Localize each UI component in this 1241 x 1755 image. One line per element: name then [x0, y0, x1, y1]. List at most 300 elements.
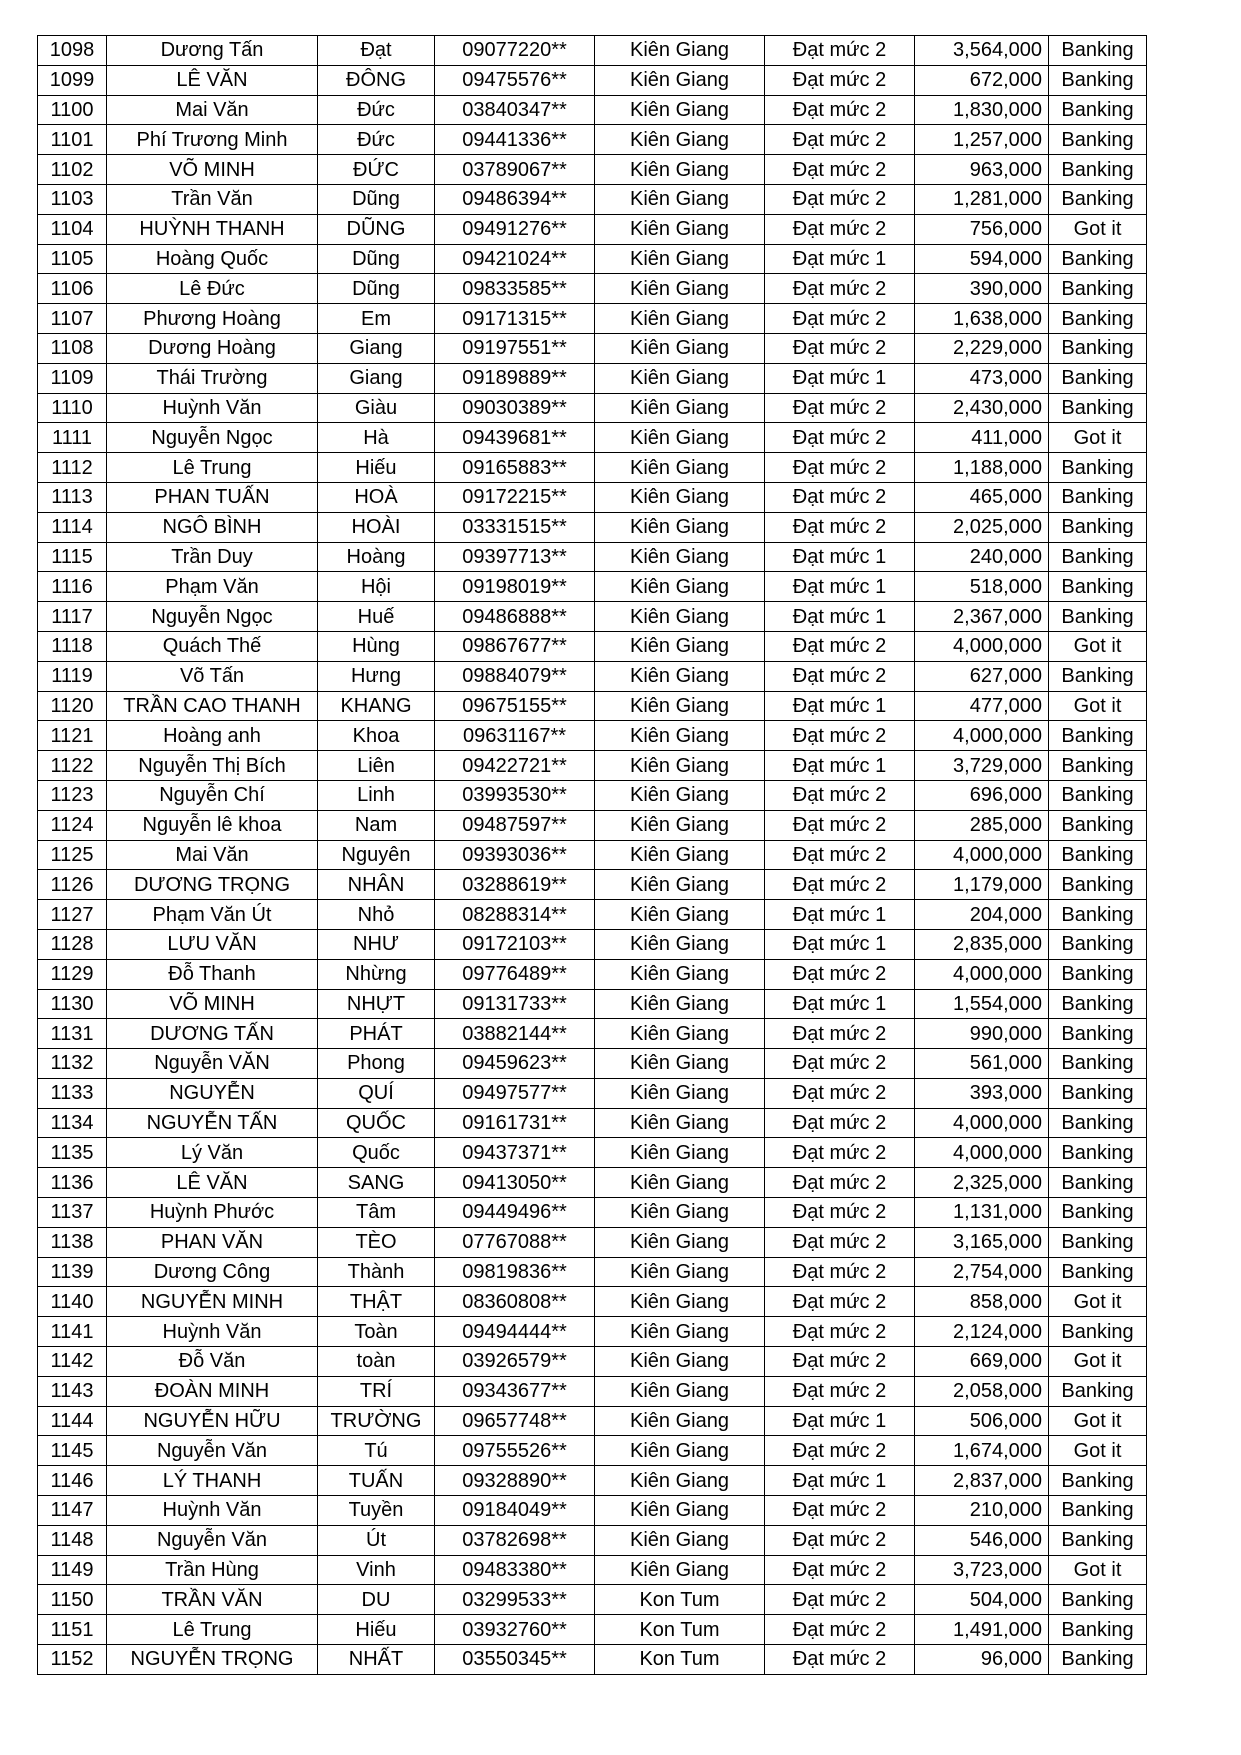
table-row: [38, 244, 1147, 274]
province-cell: Kiên Giang: [595, 1019, 765, 1049]
province-cell: Kiên Giang: [595, 989, 765, 1019]
first-name-cell: HOÀI: [318, 512, 435, 542]
level-cell: Đạt mức 2: [765, 1615, 915, 1645]
province-cell: Kiên Giang: [595, 1287, 765, 1317]
first-name-cell: Em: [318, 304, 435, 334]
province-cell: Kiên Giang: [595, 1168, 765, 1198]
table-row: [38, 691, 1147, 721]
level-cell: Đạt mức 2: [765, 631, 915, 661]
phone-cell: 03926579**: [435, 1347, 595, 1377]
table-row: [38, 1227, 1147, 1257]
amount-cell: 672,000: [915, 65, 1049, 95]
table-row: [38, 631, 1147, 661]
level-cell: Đạt mức 2: [765, 1168, 915, 1198]
method-cell: Banking: [1049, 1525, 1147, 1555]
table-row: [38, 810, 1147, 840]
province-cell: Kiên Giang: [595, 1257, 765, 1287]
phone-cell: 09437371**: [435, 1138, 595, 1168]
method-cell: Banking: [1049, 721, 1147, 751]
amount-cell: 4,000,000: [915, 631, 1049, 661]
level-cell: Đạt mức 2: [765, 1287, 915, 1317]
province-cell: Kiên Giang: [595, 453, 765, 483]
row-number-cell: 1104: [38, 214, 107, 244]
method-cell: Banking: [1049, 1317, 1147, 1347]
table-row: [38, 1347, 1147, 1377]
province-cell: Kiên Giang: [595, 304, 765, 334]
first-name-cell: Thành: [318, 1257, 435, 1287]
last-name-cell: Huỳnh Phước: [107, 1198, 318, 1228]
last-name-cell: ĐOÀN MINH: [107, 1376, 318, 1406]
phone-cell: 09328890**: [435, 1466, 595, 1496]
amount-cell: 1,131,000: [915, 1198, 1049, 1228]
amount-cell: 96,000: [915, 1645, 1049, 1675]
last-name-cell: Lê Trung: [107, 453, 318, 483]
amount-cell: 4,000,000: [915, 721, 1049, 751]
method-cell: Got it: [1049, 631, 1147, 661]
row-number-cell: 1138: [38, 1227, 107, 1257]
row-number-cell: 1137: [38, 1198, 107, 1228]
phone-cell: 03331515**: [435, 512, 595, 542]
level-cell: Đạt mức 2: [765, 1347, 915, 1377]
method-cell: Banking: [1049, 1198, 1147, 1228]
amount-cell: 1,257,000: [915, 125, 1049, 155]
phone-cell: 09497577**: [435, 1078, 595, 1108]
amount-cell: 1,491,000: [915, 1615, 1049, 1645]
level-cell: Đạt mức 2: [765, 870, 915, 900]
first-name-cell: Hiếu: [318, 1615, 435, 1645]
last-name-cell: NGUYỄN TẤN: [107, 1108, 318, 1138]
first-name-cell: NHẤT: [318, 1645, 435, 1675]
phone-cell: 09172103**: [435, 929, 595, 959]
table-row: [38, 65, 1147, 95]
amount-cell: 4,000,000: [915, 959, 1049, 989]
phone-cell: 03782698**: [435, 1525, 595, 1555]
amount-cell: 518,000: [915, 572, 1049, 602]
last-name-cell: Nguyễn Thị Bích: [107, 751, 318, 781]
method-cell: Got it: [1049, 1436, 1147, 1466]
province-cell: Kon Tum: [595, 1645, 765, 1675]
method-cell: Banking: [1049, 1078, 1147, 1108]
method-cell: Banking: [1049, 1645, 1147, 1675]
first-name-cell: HOÀ: [318, 482, 435, 512]
last-name-cell: TRẦN VĂN: [107, 1585, 318, 1615]
amount-cell: 1,638,000: [915, 304, 1049, 334]
province-cell: Kiên Giang: [595, 1436, 765, 1466]
row-number-cell: 1151: [38, 1615, 107, 1645]
last-name-cell: NGUYỄN: [107, 1078, 318, 1108]
first-name-cell: Giàu: [318, 393, 435, 423]
amount-cell: 285,000: [915, 810, 1049, 840]
amount-cell: 390,000: [915, 274, 1049, 304]
table-row: [38, 1019, 1147, 1049]
row-number-cell: 1109: [38, 363, 107, 393]
level-cell: Đạt mức 2: [765, 184, 915, 214]
method-cell: Banking: [1049, 542, 1147, 572]
first-name-cell: Phong: [318, 1049, 435, 1079]
amount-cell: 477,000: [915, 691, 1049, 721]
first-name-cell: Linh: [318, 780, 435, 810]
province-cell: Kiên Giang: [595, 125, 765, 155]
last-name-cell: Nguyễn Văn: [107, 1525, 318, 1555]
province-cell: Kiên Giang: [595, 1049, 765, 1079]
level-cell: Đạt mức 2: [765, 840, 915, 870]
last-name-cell: NGÔ BÌNH: [107, 512, 318, 542]
first-name-cell: Đạt: [318, 36, 435, 66]
province-cell: Kiên Giang: [595, 36, 765, 66]
phone-cell: 09030389**: [435, 393, 595, 423]
level-cell: Đạt mức 2: [765, 1317, 915, 1347]
level-cell: Đạt mức 2: [765, 1049, 915, 1079]
level-cell: Đạt mức 2: [765, 453, 915, 483]
row-number-cell: 1121: [38, 721, 107, 751]
table-row: [38, 1317, 1147, 1347]
amount-cell: 1,830,000: [915, 95, 1049, 125]
last-name-cell: Mai Văn: [107, 95, 318, 125]
level-cell: Đạt mức 2: [765, 1585, 915, 1615]
amount-cell: 1,188,000: [915, 453, 1049, 483]
method-cell: Banking: [1049, 393, 1147, 423]
first-name-cell: Tú: [318, 1436, 435, 1466]
method-cell: Banking: [1049, 184, 1147, 214]
province-cell: Kiên Giang: [595, 691, 765, 721]
first-name-cell: ĐỨC: [318, 155, 435, 185]
last-name-cell: Trần Hùng: [107, 1555, 318, 1585]
phone-cell: 09422721**: [435, 751, 595, 781]
phone-cell: 08360808**: [435, 1287, 595, 1317]
table-row: [38, 661, 1147, 691]
row-number-cell: 1106: [38, 274, 107, 304]
amount-cell: 506,000: [915, 1406, 1049, 1436]
amount-cell: 594,000: [915, 244, 1049, 274]
row-number-cell: 1147: [38, 1496, 107, 1526]
amount-cell: 504,000: [915, 1585, 1049, 1615]
first-name-cell: DŨNG: [318, 214, 435, 244]
method-cell: Banking: [1049, 1496, 1147, 1526]
method-cell: Got it: [1049, 423, 1147, 453]
amount-cell: 393,000: [915, 1078, 1049, 1108]
first-name-cell: Nam: [318, 810, 435, 840]
amount-cell: 2,430,000: [915, 393, 1049, 423]
row-number-cell: 1112: [38, 453, 107, 483]
phone-cell: 09755526**: [435, 1436, 595, 1466]
province-cell: Kiên Giang: [595, 363, 765, 393]
province-cell: Kon Tum: [595, 1615, 765, 1645]
province-cell: Kiên Giang: [595, 840, 765, 870]
method-cell: Got it: [1049, 1347, 1147, 1377]
amount-cell: 4,000,000: [915, 1108, 1049, 1138]
row-number-cell: 1122: [38, 751, 107, 781]
table-row: [38, 393, 1147, 423]
phone-cell: 03299533**: [435, 1585, 595, 1615]
level-cell: Đạt mức 2: [765, 1525, 915, 1555]
first-name-cell: Nhừng: [318, 959, 435, 989]
method-cell: Banking: [1049, 870, 1147, 900]
amount-cell: 2,754,000: [915, 1257, 1049, 1287]
table-row: [38, 1138, 1147, 1168]
last-name-cell: Thái Trường: [107, 363, 318, 393]
phone-cell: 09165883**: [435, 453, 595, 483]
province-cell: Kiên Giang: [595, 1525, 765, 1555]
row-number-cell: 1114: [38, 512, 107, 542]
province-cell: Kiên Giang: [595, 751, 765, 781]
level-cell: Đạt mức 2: [765, 721, 915, 751]
province-cell: Kiên Giang: [595, 1078, 765, 1108]
level-cell: Đạt mức 2: [765, 959, 915, 989]
level-cell: Đạt mức 2: [765, 1138, 915, 1168]
level-cell: Đạt mức 1: [765, 989, 915, 1019]
province-cell: Kiên Giang: [595, 721, 765, 751]
amount-cell: 561,000: [915, 1049, 1049, 1079]
method-cell: Banking: [1049, 482, 1147, 512]
level-cell: Đạt mức 1: [765, 363, 915, 393]
method-cell: Banking: [1049, 65, 1147, 95]
table-row: [38, 95, 1147, 125]
method-cell: Got it: [1049, 1287, 1147, 1317]
row-number-cell: 1116: [38, 572, 107, 602]
amount-cell: 1,554,000: [915, 989, 1049, 1019]
last-name-cell: Hoàng Quốc: [107, 244, 318, 274]
last-name-cell: Nguyễn Ngọc: [107, 602, 318, 632]
first-name-cell: Giang: [318, 363, 435, 393]
level-cell: Đạt mức 1: [765, 1466, 915, 1496]
phone-cell: 09475576**: [435, 65, 595, 95]
method-cell: Banking: [1049, 363, 1147, 393]
amount-cell: 465,000: [915, 482, 1049, 512]
method-cell: Banking: [1049, 453, 1147, 483]
phone-cell: 09631167**: [435, 721, 595, 751]
table-row: [38, 1525, 1147, 1555]
amount-cell: 2,058,000: [915, 1376, 1049, 1406]
first-name-cell: Toàn: [318, 1317, 435, 1347]
row-number-cell: 1103: [38, 184, 107, 214]
last-name-cell: Lê Đức: [107, 274, 318, 304]
level-cell: Đạt mức 2: [765, 1227, 915, 1257]
phone-cell: 09449496**: [435, 1198, 595, 1228]
table-row: [38, 304, 1147, 334]
last-name-cell: Trần Văn: [107, 184, 318, 214]
level-cell: Đạt mức 2: [765, 1019, 915, 1049]
table-row: [38, 1078, 1147, 1108]
province-cell: Kiên Giang: [595, 631, 765, 661]
level-cell: Đạt mức 2: [765, 65, 915, 95]
last-name-cell: Lê Trung: [107, 1615, 318, 1645]
amount-cell: 858,000: [915, 1287, 1049, 1317]
last-name-cell: Dương Tấn: [107, 36, 318, 66]
table-row: [38, 184, 1147, 214]
province-cell: Kiên Giang: [595, 1376, 765, 1406]
level-cell: Đạt mức 1: [765, 900, 915, 930]
method-cell: Banking: [1049, 36, 1147, 66]
amount-cell: 3,729,000: [915, 751, 1049, 781]
amount-cell: 2,025,000: [915, 512, 1049, 542]
last-name-cell: LƯU VĂN: [107, 929, 318, 959]
method-cell: Got it: [1049, 691, 1147, 721]
last-name-cell: Nguyễn lê khoa: [107, 810, 318, 840]
first-name-cell: TÈO: [318, 1227, 435, 1257]
province-cell: Kiên Giang: [595, 929, 765, 959]
table-row: [38, 900, 1147, 930]
table-row: [38, 1645, 1147, 1675]
phone-cell: 09657748**: [435, 1406, 595, 1436]
amount-cell: 1,674,000: [915, 1436, 1049, 1466]
phone-cell: 09776489**: [435, 959, 595, 989]
last-name-cell: HUỲNH THANH: [107, 214, 318, 244]
last-name-cell: Đỗ Văn: [107, 1347, 318, 1377]
first-name-cell: Huế: [318, 602, 435, 632]
row-number-cell: 1099: [38, 65, 107, 95]
method-cell: Banking: [1049, 1227, 1147, 1257]
level-cell: Đạt mức 2: [765, 1555, 915, 1585]
last-name-cell: Mai Văn: [107, 840, 318, 870]
table-row: [38, 274, 1147, 304]
phone-cell: 09131733**: [435, 989, 595, 1019]
phone-cell: 09491276**: [435, 214, 595, 244]
table-row: [38, 721, 1147, 751]
table-row: [38, 333, 1147, 363]
method-cell: Banking: [1049, 1138, 1147, 1168]
province-cell: Kiên Giang: [595, 333, 765, 363]
method-cell: Banking: [1049, 661, 1147, 691]
table-row: [38, 453, 1147, 483]
province-cell: Kiên Giang: [595, 274, 765, 304]
phone-cell: 09393036**: [435, 840, 595, 870]
last-name-cell: Trần Duy: [107, 542, 318, 572]
phone-cell: 03550345**: [435, 1645, 595, 1675]
first-name-cell: Quốc: [318, 1138, 435, 1168]
method-cell: Banking: [1049, 1019, 1147, 1049]
last-name-cell: Lý Văn: [107, 1138, 318, 1168]
method-cell: Banking: [1049, 1049, 1147, 1079]
table-row: [38, 1555, 1147, 1585]
table-row: [38, 989, 1147, 1019]
amount-cell: 2,367,000: [915, 602, 1049, 632]
method-cell: Banking: [1049, 155, 1147, 185]
level-cell: Đạt mức 1: [765, 572, 915, 602]
method-cell: Got it: [1049, 214, 1147, 244]
row-number-cell: 1149: [38, 1555, 107, 1585]
level-cell: Đạt mức 2: [765, 155, 915, 185]
row-number-cell: 1148: [38, 1525, 107, 1555]
province-cell: Kiên Giang: [595, 184, 765, 214]
method-cell: Banking: [1049, 1466, 1147, 1496]
level-cell: Đạt mức 2: [765, 333, 915, 363]
table-row: [38, 155, 1147, 185]
level-cell: Đạt mức 1: [765, 751, 915, 781]
row-number-cell: 1111: [38, 423, 107, 453]
phone-cell: 09486394**: [435, 184, 595, 214]
table-row: [38, 1257, 1147, 1287]
row-number-cell: 1132: [38, 1049, 107, 1079]
row-number-cell: 1123: [38, 780, 107, 810]
last-name-cell: DƯƠNG TRỌNG: [107, 870, 318, 900]
province-cell: Kiên Giang: [595, 244, 765, 274]
method-cell: Banking: [1049, 1108, 1147, 1138]
last-name-cell: PHAN TUẤN: [107, 482, 318, 512]
phone-cell: 09397713**: [435, 542, 595, 572]
row-number-cell: 1110: [38, 393, 107, 423]
table-row: [38, 572, 1147, 602]
method-cell: Banking: [1049, 840, 1147, 870]
table-row: [38, 1198, 1147, 1228]
last-name-cell: Nguyễn Chí: [107, 780, 318, 810]
last-name-cell: Huỳnh Văn: [107, 1496, 318, 1526]
phone-cell: 09494444**: [435, 1317, 595, 1347]
method-cell: Got it: [1049, 1555, 1147, 1585]
table-row: [38, 1049, 1147, 1079]
province-cell: Kiên Giang: [595, 542, 765, 572]
province-cell: Kiên Giang: [595, 482, 765, 512]
phone-cell: 08288314**: [435, 900, 595, 930]
level-cell: Đạt mức 1: [765, 691, 915, 721]
province-cell: Kiên Giang: [595, 423, 765, 453]
row-number-cell: 1152: [38, 1645, 107, 1675]
phone-cell: 03993530**: [435, 780, 595, 810]
first-name-cell: Dũng: [318, 274, 435, 304]
amount-cell: 2,835,000: [915, 929, 1049, 959]
phone-cell: 03288619**: [435, 870, 595, 900]
last-name-cell: VÕ MINH: [107, 989, 318, 1019]
row-number-cell: 1141: [38, 1317, 107, 1347]
phone-cell: 09486888**: [435, 602, 595, 632]
table-row: [38, 1615, 1147, 1645]
method-cell: Banking: [1049, 95, 1147, 125]
row-number-cell: 1113: [38, 482, 107, 512]
level-cell: Đạt mức 2: [765, 1078, 915, 1108]
level-cell: Đạt mức 1: [765, 929, 915, 959]
amount-cell: 696,000: [915, 780, 1049, 810]
first-name-cell: TRƯỜNG: [318, 1406, 435, 1436]
amount-cell: 2,229,000: [915, 333, 1049, 363]
phone-cell: 03840347**: [435, 95, 595, 125]
phone-cell: 09483380**: [435, 1555, 595, 1585]
province-cell: Kiên Giang: [595, 393, 765, 423]
row-number-cell: 1128: [38, 929, 107, 959]
row-number-cell: 1136: [38, 1168, 107, 1198]
table-row: [38, 1466, 1147, 1496]
amount-cell: 990,000: [915, 1019, 1049, 1049]
table-row: [38, 1406, 1147, 1436]
method-cell: Banking: [1049, 512, 1147, 542]
row-number-cell: 1131: [38, 1019, 107, 1049]
last-name-cell: Nguyễn Ngọc: [107, 423, 318, 453]
province-cell: Kiên Giang: [595, 1198, 765, 1228]
level-cell: Đạt mức 2: [765, 1108, 915, 1138]
province-cell: Kiên Giang: [595, 780, 765, 810]
phone-cell: 03789067**: [435, 155, 595, 185]
province-cell: Kiên Giang: [595, 1227, 765, 1257]
level-cell: Đạt mức 2: [765, 482, 915, 512]
last-name-cell: Phạm Văn Út: [107, 900, 318, 930]
first-name-cell: ĐÔNG: [318, 65, 435, 95]
amount-cell: 2,124,000: [915, 1317, 1049, 1347]
method-cell: Banking: [1049, 1585, 1147, 1615]
level-cell: Đạt mức 1: [765, 542, 915, 572]
row-number-cell: 1115: [38, 542, 107, 572]
row-number-cell: 1126: [38, 870, 107, 900]
amount-cell: 411,000: [915, 423, 1049, 453]
first-name-cell: NHÂN: [318, 870, 435, 900]
table-row: [38, 1287, 1147, 1317]
method-cell: Banking: [1049, 274, 1147, 304]
first-name-cell: Hà: [318, 423, 435, 453]
method-cell: Banking: [1049, 1257, 1147, 1287]
row-number-cell: 1140: [38, 1287, 107, 1317]
first-name-cell: PHÁT: [318, 1019, 435, 1049]
table-row: [38, 125, 1147, 155]
row-number-cell: 1150: [38, 1585, 107, 1615]
last-name-cell: Phí Trương Minh: [107, 125, 318, 155]
province-cell: Kiên Giang: [595, 602, 765, 632]
